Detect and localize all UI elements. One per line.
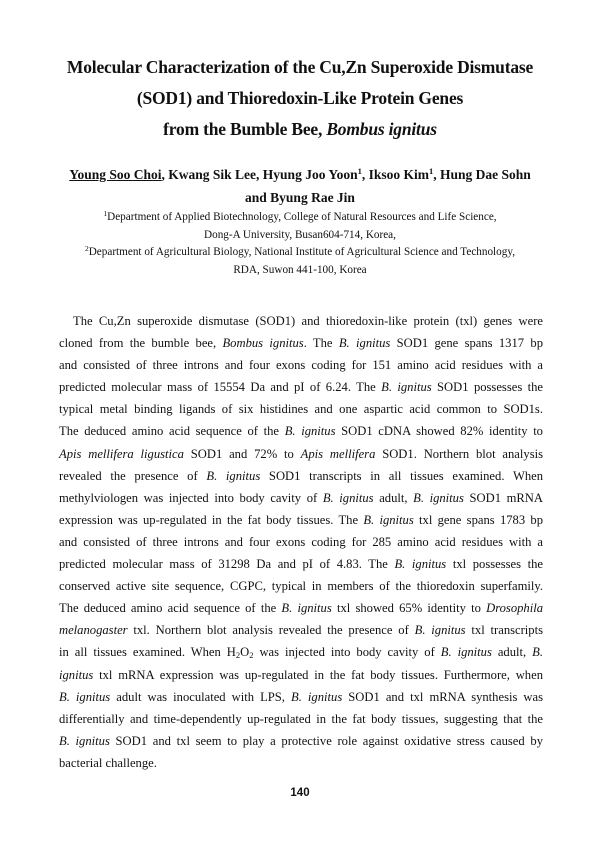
abstract-line: B. ignitus adult was inoculated with LPS, B. ignitus SOD1 and txl mRNA synthesis was <box>59 689 544 704</box>
affiliations <box>40 209 560 279</box>
abstract-line: differentially and time-dependently up-regulated in the fat body tissues, suggesting that the <box>59 711 543 726</box>
title-line-2: (SOD1) and Thioredoxin-Like Protein Genes <box>136 88 464 108</box>
abstract-line: in all tissues examined. When $H_2O_2$ was injected into body cavity of B. ignitus adult, B. <box>59 645 543 661</box>
affiliation-1-line-1: $^1$Department of Applied Biotechnology, College of Natural Resources and Life Science, <box>103 209 497 223</box>
abstract-line: B. ignitus SOD1 and txl seem to play a protective role against oxidative stress caused by <box>59 733 543 748</box>
abstract-line: The deduced amino acid sequence of the B. ignitus txl showed 65% identity to Drosophila <box>59 601 544 616</box>
title-line-3: from the Bumble Bee, Bombus ignitus <box>163 119 437 139</box>
abstract-line: methylviologen was injected into body cavity of B. ignitus adult, B. ignitus SOD1 mRNA <box>59 490 543 505</box>
author: Kwang Sik Lee, <box>168 167 263 182</box>
abstract-line: predicted molecular mass of 31298 Da and pI of 4.83. The B. ignitus txl possesses the <box>59 557 544 572</box>
abstract-line: conserved active site sequence, CGPC, typical in members of the thioredoxin superfamily. <box>59 579 543 594</box>
title-line-1: Molecular Characterization of the Cu,Zn Superoxide Dismutase <box>66 57 534 77</box>
affiliation-2-line-1: $^2$Department of Agricultural Biology, National Institute of Agricultural Science and Technology, <box>84 244 516 258</box>
abstract-line: Apis mellifera ligustica SOD1 and 72% to Apis mellifera SOD1. Northern blot analysis <box>59 446 543 461</box>
corresponding-author: Young Soo Choi <box>69 167 162 182</box>
abstract-line: predicted molecular mass of 15554 Da and pI of 6.24. The B. ignitus SOD1 possesses the <box>59 380 543 395</box>
author-line-1: Young Soo Choi, Kwang Sik Lee, Hyung Joo Yoon$^1$, Iksoo Kim$^1$, Hung Dae Sohn <box>69 166 531 182</box>
abstract-line: The Cu,Zn superoxide dismutase (SOD1) and thioredoxin-like protein (txl) genes were <box>73 314 543 328</box>
abstract-line: and consisted of three introns and four exons coding for 285 amino acid residues with a <box>59 534 543 549</box>
abstract-line: bacterial challenge. <box>59 755 157 770</box>
author: Hyung Joo Yoon <box>262 167 358 182</box>
page-number: 140 <box>290 787 310 799</box>
author: Iksoo Kim <box>368 167 429 182</box>
affiliation-1-line-2: Dong-A University, Busan604-714, Korea, <box>204 228 396 241</box>
abstract-line: typical metal binding ligands of six histidines and one aspartic acid common to SOD1s. <box>59 402 543 417</box>
abstract-line: revealed the presence of B. ignitus SOD1 transcripts in all tissues examined. When <box>59 468 544 483</box>
abstract-line: The deduced amino acid sequence of the B. ignitus SOD1 cDNA showed 82% identity to <box>59 424 543 439</box>
abstract-line: cloned from the bumble bee, Bombus ignitus. The B. ignitus SOD1 gene spans 1317 bp <box>59 336 543 351</box>
species-name: Bombus ignitus <box>326 119 437 139</box>
author: Hung Dae Sohn <box>439 167 531 182</box>
abstract-body <box>59 310 543 774</box>
paper-title <box>60 52 540 145</box>
author-list <box>40 163 560 209</box>
abstract-line: and consisted of three introns and four exons coding for 151 amino acid residues with a <box>59 358 543 373</box>
abstract-line: expression was up-regulated in the fat body tissues. The B. ignitus txl gene spans 1783 bp <box>59 512 543 527</box>
author-line-2: and Byung Rae Jin <box>245 190 355 205</box>
affiliation-2-line-2: RDA, Suwon 441-100, Korea <box>233 263 367 276</box>
abstract-line: ignitus txl mRNA expression was up-regulated in the fat body tissues. Furthermore, when <box>59 667 543 682</box>
abstract-line: melanogaster txl. Northern blot analysis revealed the presence of B. ignitus txl transcripts <box>59 623 543 638</box>
